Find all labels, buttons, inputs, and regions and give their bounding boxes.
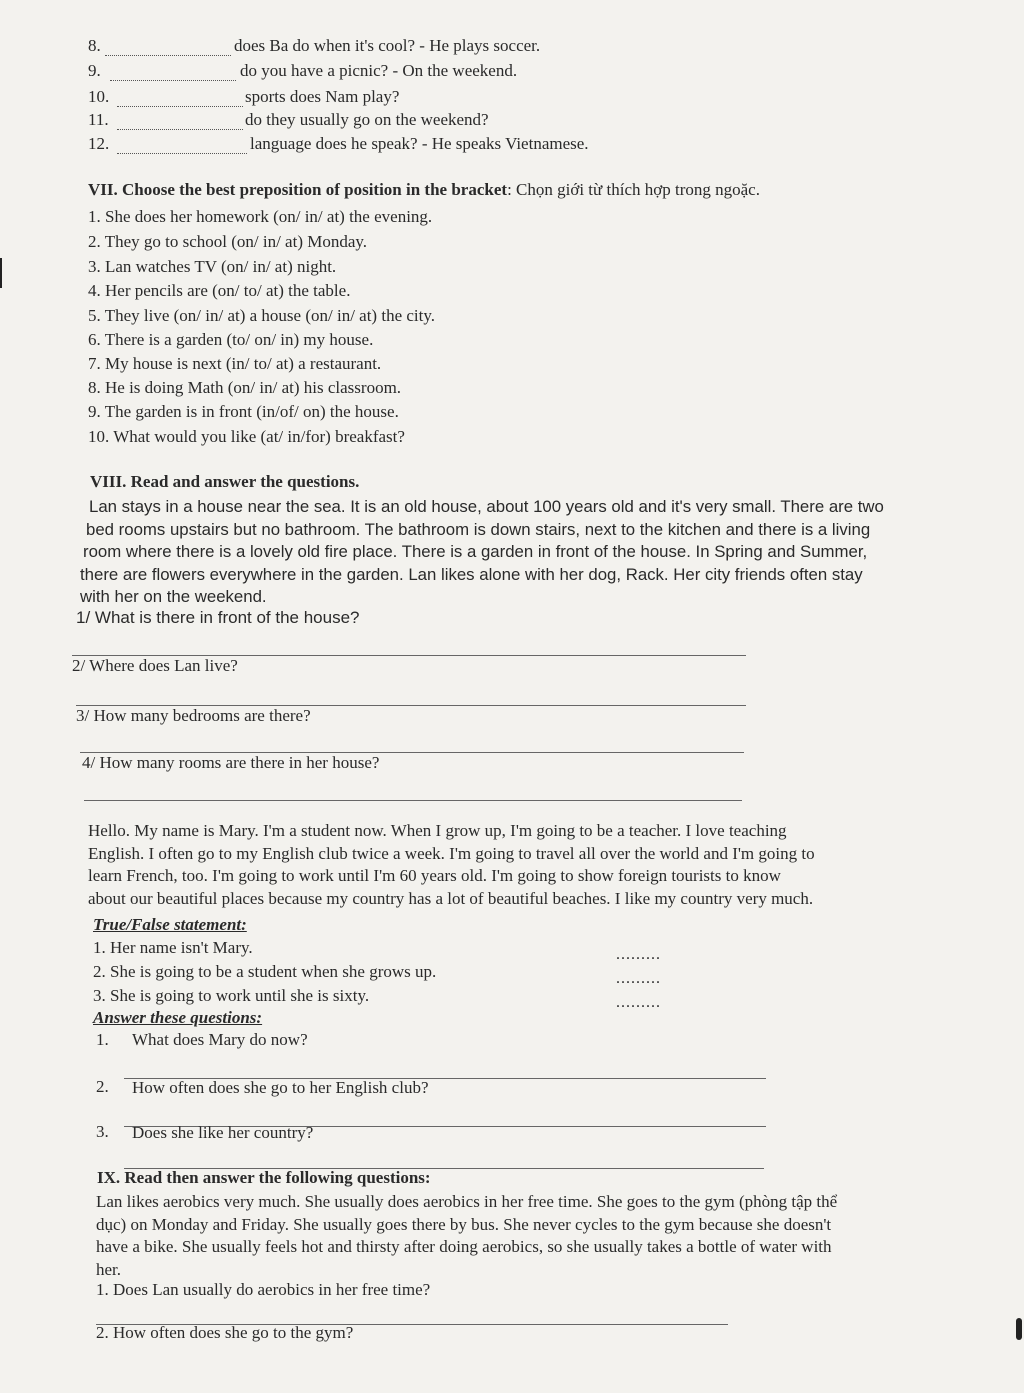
answer-dots[interactable]: ......... — [616, 994, 661, 1011]
passage-line: dục) on Monday and Friday. She usually goes there by bus. She never cycles to the gym because she doesn't — [96, 1214, 832, 1234]
list-item: 2. They go to school (on/ in/ at) Monday. — [88, 232, 368, 251]
section-8-title — [90, 472, 359, 492]
item-number: 1. — [96, 1030, 109, 1049]
item-text: does Ba do when it's cool? - He plays soccer. — [234, 36, 541, 55]
answer-dots[interactable]: ......... — [616, 970, 661, 987]
true-false-title: True/False statement: — [93, 915, 247, 934]
list-item: 3. Lan watches TV (on/ in/ at) night. — [88, 257, 337, 276]
answer-line[interactable] — [84, 800, 742, 801]
scan-edge-mark — [0, 258, 2, 288]
question-text: 2. How often does she go to the gym? — [96, 1323, 354, 1342]
passage-line: room where there is a lovely old fire place. There is a garden in front of the house. In Spring and Summer, — [83, 542, 868, 561]
scan-edge-mark — [1016, 1318, 1022, 1340]
section-7-title-bold: VII. Choose the best preposition of position in the bracket — [88, 180, 508, 199]
passage-line: Hello. My name is Mary. I'm a student now. When I grow up, I'm going to be a teacher. I love teaching — [88, 821, 787, 840]
statement-text: 2. She is going to be a student when she grows up. — [93, 962, 437, 981]
item-number: 8. — [88, 36, 101, 55]
question-text: 2/ Where does Lan live? — [72, 656, 238, 675]
item-number: 11. — [88, 110, 109, 129]
item-number: 12. — [88, 134, 110, 153]
statement-text: 3. She is going to work until she is sixty. — [93, 986, 370, 1005]
question-text: How often does she go to her English club? — [132, 1078, 429, 1097]
question-text: 4/ How many rooms are there in her house? — [82, 753, 380, 772]
passage-line: Lan stays in a house near the sea. It is an old house, about 100 years old and it's very small. There are two — [89, 497, 884, 516]
answer-blank[interactable] — [110, 80, 236, 81]
section-8-title-text: VIII. Read and answer the questions. — [90, 472, 360, 491]
list-item: 1. She does her homework (on/ in/ at) the evening. — [88, 207, 433, 226]
section-9-title-text: IX. Read then answer the following questions: — [97, 1168, 431, 1187]
passage-line: Lan likes aerobics very much. She usually does aerobics in her free time. She goes to the gym (phòng tập thể — [96, 1192, 838, 1211]
passage-line: English. I often go to my English club twice a week. I'm going to travel all over the world and I'm going to — [88, 843, 815, 863]
item-text: do they usually go on the weekend? — [245, 110, 489, 129]
answer-questions-title: Answer these questions: — [93, 1008, 263, 1027]
passage-line: her. — [96, 1259, 122, 1279]
list-item: 7. My house is next (in/ to/ at) a restaurant. — [88, 354, 382, 373]
passage-line: bed rooms upstairs but no bathroom. The bathroom is down stairs, next to the kitchen and there is a living — [86, 519, 871, 539]
question-text: What does Mary do now? — [132, 1030, 308, 1049]
list-item: 8. He is doing Math (on/ in/ at) his classroom. — [88, 378, 402, 397]
passage-line: have a bike. She usually feels hot and thirsty after doing aerobics, so she usually takes a bottle of water with — [96, 1237, 832, 1256]
list-item: 5. They live (on/ in/ at) a house (on/ in/ at) the city. — [88, 306, 435, 325]
answer-blank[interactable] — [117, 106, 243, 107]
passage-line: learn French, too. I'm going to work until I'm 60 years old. I'm going to show foreign tourists to know — [88, 866, 781, 885]
answer-blank[interactable] — [117, 129, 243, 130]
item-text: language does he speak? - He speaks Vietnamese. — [250, 134, 589, 153]
list-item: 9. The garden is in front (in/of/ on) the house. — [88, 402, 399, 421]
list-item: 4. Her pencils are (on/ to/ at) the table. — [88, 281, 351, 300]
passage-line: about our beautiful places because my country has a lot of beautiful beaches. I like my country very much. — [88, 888, 814, 908]
question-text: 3/ How many bedrooms are there? — [76, 706, 311, 725]
question-text: 1/ What is there in front of the house? — [76, 608, 360, 627]
list-item: 10. What would you like (at/ in/for) breakfast? — [88, 427, 405, 446]
section-9-passage — [96, 1191, 837, 1281]
item-number: 3. — [96, 1122, 109, 1141]
answer-blank[interactable] — [117, 153, 247, 154]
section-9-title — [97, 1168, 431, 1188]
statement-text: 1. Her name isn't Mary. — [93, 938, 253, 957]
passage-line: there are flowers everywhere in the garden. Lan likes alone with her dog, Rack. Her city friends often stay — [80, 564, 863, 584]
item-text: sports does Nam play? — [245, 87, 400, 106]
answer-dots[interactable]: ......... — [616, 946, 661, 963]
question-text: Does she like her country? — [132, 1123, 314, 1142]
item-text: do you have a picnic? - On the weekend. — [240, 61, 518, 80]
question-text: 1. Does Lan usually do aerobics in her free time? — [96, 1280, 431, 1299]
item-number: 9. — [88, 61, 101, 80]
section-8-passage — [80, 496, 884, 609]
passage-line: with her on the weekend. — [80, 587, 267, 606]
item-number: 2. — [96, 1077, 109, 1096]
mary-passage — [88, 820, 815, 910]
answer-blank[interactable] — [105, 55, 231, 56]
section-7-title-rest: : Chọn giới từ thích hợp trong ngoặc. — [507, 180, 760, 199]
item-number: 10. — [88, 87, 110, 106]
list-item: 6. There is a garden (to/ on/ in) my house. — [88, 330, 374, 349]
section-7-title — [88, 180, 760, 200]
